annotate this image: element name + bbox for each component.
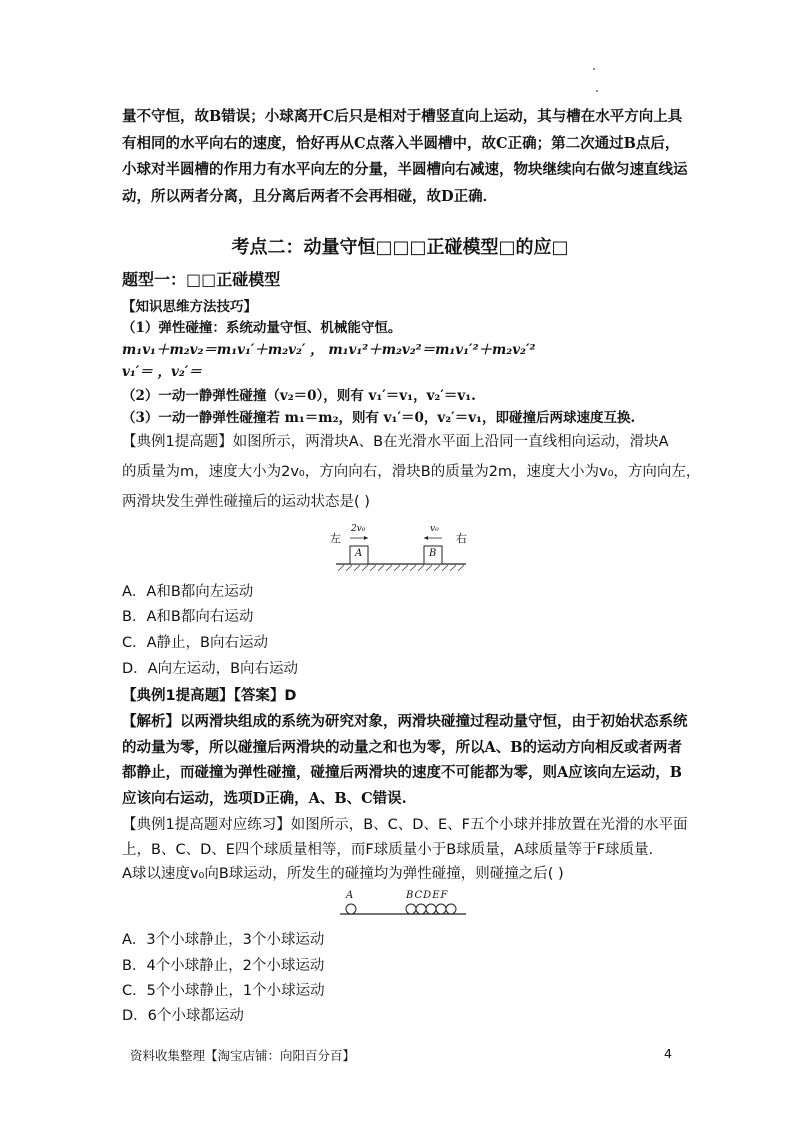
- velocity-a-label: 2v₀: [351, 524, 366, 534]
- example1-stem: 【典例1提高题】如图所示，两滑块A、B在光滑水平面上沿同一直线相向运动，滑块A: [122, 434, 669, 450]
- example2-option: C．5个小球静止，1个小球运动: [122, 983, 325, 999]
- collision-figure-1: [330, 524, 470, 576]
- example1-stem: 两滑块发生弹性碰撞后的运动状态是( ): [122, 494, 370, 510]
- page-number: 4: [664, 1046, 672, 1061]
- continuation-line: 小球对半圆槽的作用力有水平向左的分量，半圆槽向右减速，物块继续向右做匀速直线运: [122, 161, 688, 178]
- example1-stem: 的质量为m，速度大小为2v₀，方向向右，滑块B的质量为2m，速度大小为v₀，方向向左，: [122, 464, 701, 480]
- velocity-b-label: v₀: [430, 524, 439, 534]
- example1-option: A．A和B都向左运动: [122, 584, 254, 600]
- ball-a-label: A: [346, 890, 354, 901]
- knowledge-formula: v₁′＝ ，v₂′＝: [122, 364, 202, 380]
- type-title: 题型一：□□正碰模型: [122, 270, 281, 289]
- balls-figure: [338, 890, 468, 920]
- left-label: 左: [330, 532, 341, 545]
- example2-stem: 【典例1提高题对应练习】如图所示，B、C、D、E、F五个小球并排放置在光滑的水平面: [122, 817, 688, 833]
- analysis-line: 应该向右运动，选项D正确，A、B、C错误.: [122, 790, 407, 807]
- right-label: 右: [456, 532, 467, 545]
- example2-option: D．6个小球都运动: [122, 1008, 244, 1024]
- analysis-line: 【解析】以两滑块组成的系统为研究对象，两滑块碰撞过程动量守恒，由于初始状态系统: [122, 713, 688, 730]
- continuation-line: 有相同的水平向右的速度，恰好再从C点落入半圆槽中，故C正确；第二次通过B点后，: [122, 135, 680, 152]
- section-title: 考点二：动量守恒□□□正碰模型□的应□: [231, 237, 569, 258]
- analysis-line: 的动量为零，所以碰撞后两滑块的动量之和也为零，所以A、B的运动方向相反或者两者: [122, 739, 683, 756]
- example1-option: D．A向左运动，B向右运动: [122, 661, 299, 677]
- decor-dot: [596, 90, 598, 92]
- decor-dot: [593, 68, 595, 70]
- knowledge-formula: m₁v₁＋m₂v₂＝m₁v₁′＋m₂v₂′ ， m₁v₁²＋m₂v₂²＝m₁v₁′²＋m₂v₂′²: [122, 342, 536, 358]
- example2-option: A．3个小球静止，3个小球运动: [122, 932, 325, 948]
- example1-option: B．A和B都向右运动: [122, 609, 254, 625]
- block-b-label: B: [429, 548, 437, 559]
- example2-stem: 上，B、C、D、E四个球质量相等，而F球质量小于B球质量，A球质量等于F球质量.: [122, 842, 654, 858]
- knowledge-line: （3）一动一静弹性碰撞若 m₁＝m₂，则有 v₁′＝0，v₂′＝v₁，即碰撞后两球速度互换.: [122, 410, 636, 426]
- balls-diagram: [338, 890, 468, 920]
- footer-source: 资料收集整理【淘宝店铺：向阳百分百】: [130, 1048, 356, 1063]
- knowledge-line: （2）一动一静弹性碰撞（v₂＝0），则有 v₁′＝v₁，v₂′＝v₁.: [122, 388, 476, 404]
- example2-option: B．4个小球静止，2个小球运动: [122, 958, 325, 974]
- block-a-label: A: [355, 548, 363, 559]
- analysis-line: 都静止，而碰撞为弹性碰撞，碰撞后两滑块的速度不可能都为零，则A应该向左运动，B: [122, 764, 683, 781]
- knowledge-line: （1）弹性碰撞：系统动量守恒、机械能守恒。: [122, 320, 402, 336]
- continuation-line: 量不守恒，故B错误；小球离开C后只是相对于槽竖直向上运动，其与槽在水平方向上具: [122, 108, 683, 125]
- example1-option: C．A静止，B向右运动: [122, 635, 268, 651]
- knowledge-header: 【知识思维方法技巧】: [122, 299, 257, 315]
- continuation-line: 动，所以两者分离，且分离后两者不会再相碰，故D正确．: [122, 188, 498, 205]
- example2-stem: A球以速度v₀向B球运动，所发生的碰撞均为弹性碰撞，则碰撞之后( ): [122, 866, 564, 882]
- ball-group-label: BCDEF: [406, 890, 449, 901]
- example1-answer: 【典例1提高题】【答案】D: [122, 688, 297, 704]
